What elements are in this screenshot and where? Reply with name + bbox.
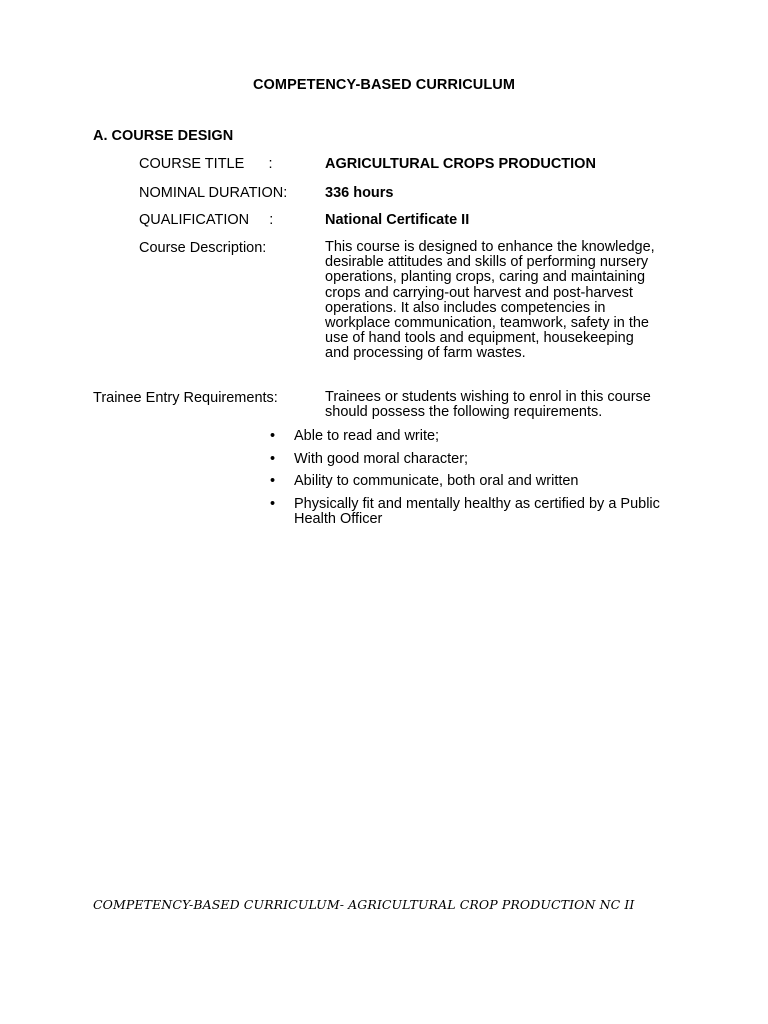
entry-requirements-text: Trainees or students wishing to enrol in this course should possess the following requirements. [325, 389, 651, 421]
nominal-duration-value: 336 hours [325, 185, 394, 201]
bullet-icon: • [270, 450, 276, 467]
list-item [268, 474, 668, 489]
requirements-list [268, 429, 668, 535]
bullet-icon: • [270, 473, 276, 490]
requirement-text: Able to read and write; [294, 428, 440, 444]
section-heading: A. COURSE DESIGN [93, 128, 234, 144]
page-footer: COMPETENCY-BASED CURRICULUM- AGRICULTURAL CROP PRODUCTION NC II [93, 897, 635, 912]
requirement-text: Physically fit and mentally healthy as certified by a Public Health Officer [294, 496, 660, 528]
course-title-label: COURSE TITLE : [139, 156, 273, 172]
document-title: COMPETENCY-BASED CURRICULUM [252, 77, 516, 93]
course-title-value: AGRICULTURAL CROPS PRODUCTION [325, 156, 596, 172]
requirement-text: Ability to communicate, both oral and written [294, 473, 579, 490]
list-item [268, 452, 668, 467]
requirement-text: With good moral character; [294, 450, 469, 467]
entry-requirements-label: Trainee Entry Requirements: [93, 390, 278, 406]
nominal-duration-label: NOMINAL DURATION: [139, 185, 288, 201]
bullet-icon: • [270, 428, 276, 444]
course-description-text: This course is designed to enhance the knowledge, desirable attitudes and skills of performing nursery operations, planting crops, caring and maintaining crops and carrying-out harvest and post-harvest operations. It also includes competencies in workplace communication, teamwork, safety in the use of hand tools and equipment, housekeeping and processing of farm wastes. [325, 239, 655, 362]
course-description-label: Course Description: [139, 240, 267, 256]
bullet-icon: • [270, 496, 276, 513]
qualification-label: QUALIFICATION : [139, 212, 274, 228]
list-item [268, 497, 668, 527]
list-item [268, 429, 668, 444]
qualification-value: National Certificate II [325, 212, 470, 228]
